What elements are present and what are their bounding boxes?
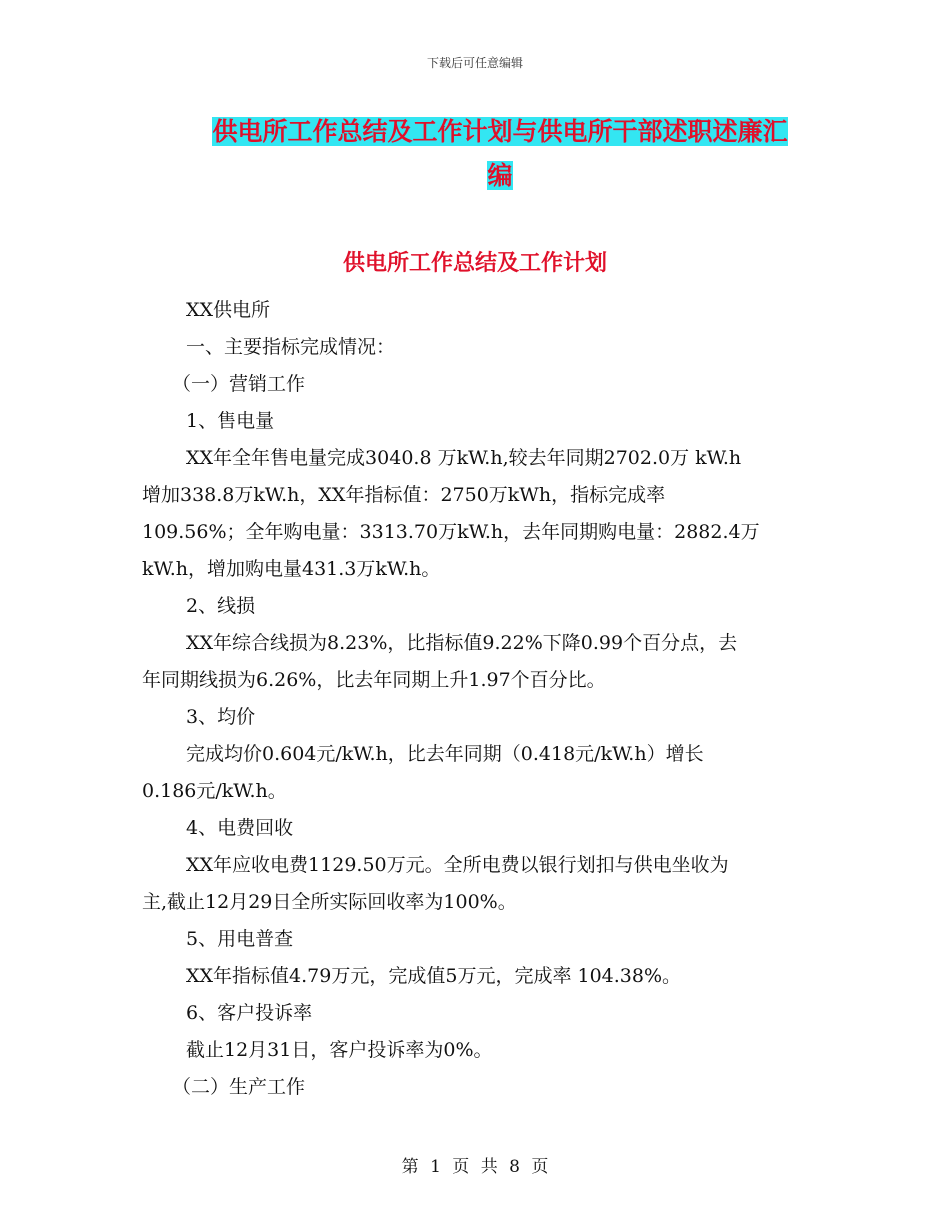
document-title-line1: 供电所工作总结及工作计划与供电所干部述职述廉汇 xyxy=(212,117,788,146)
paragraph-line: 年同期线损为6.26%，比去年同期上升1.97个百分比。 xyxy=(142,669,606,691)
paragraph-line: （二）生产工作 xyxy=(172,1076,306,1098)
paragraph-line: XX年综合线损为8.23%，比指标值9.22%下降0.99个百分点，去 xyxy=(186,632,738,654)
document-title xyxy=(180,110,820,198)
header-note: 下载后可任意编辑 xyxy=(426,56,523,70)
paragraph-line: kW.h，增加购电量431.3万kW.h。 xyxy=(142,558,441,580)
document-title-line2: 编 xyxy=(487,161,513,190)
paragraph-line: 109.56%；全年购电量：3313.70万kW.h，去年同期购电量：2882.4万 xyxy=(142,521,760,543)
paragraph-line: （一）营销工作 xyxy=(172,373,306,395)
paragraph-line: 增加338.8万kW.h，XX年指标值：2750万kWh，指标完成率 xyxy=(142,484,666,506)
paragraph-line: 完成均价0.604元/kW.h，比去年同期（0.418元/kW.h）增长 xyxy=(186,743,704,765)
paragraph-line: 一、主要指标完成情况： xyxy=(186,336,396,358)
paragraph-line: XX供电所 xyxy=(186,299,271,321)
document-body xyxy=(142,292,810,1106)
paragraph-line: 4、电费回收 xyxy=(186,817,294,839)
paragraph-line: 3、均价 xyxy=(186,706,256,728)
paragraph-line: 0.186元/kW.h。 xyxy=(142,780,287,802)
paragraph-line: 6、客户投诉率 xyxy=(186,1002,313,1024)
paragraph-line: XX年应收电费1129.50万元。全所电费以银行划扣与供电坐收为 xyxy=(186,854,729,876)
paragraph-line: 5、用电普查 xyxy=(186,928,294,950)
paragraph-line: XX年全年售电量完成3040.8 万kW.h,较去年同期2702.0万 kW.h xyxy=(186,447,742,469)
paragraph-line: 1、售电量 xyxy=(186,410,275,432)
paragraph-line: 2、线损 xyxy=(186,595,256,617)
paragraph-line: XX年指标值4.79万元，完成值5万元，完成率 104.38%。 xyxy=(186,965,682,987)
section-title: 供电所工作总结及工作计划 xyxy=(342,251,607,276)
paragraph-line: 截止12月31日，客户投诉率为0%。 xyxy=(186,1039,493,1061)
page-number-footer: 第 1 页 共 8 页 xyxy=(401,1157,549,1177)
paragraph-line: 主,截止12月29日全所实际回收率为100%。 xyxy=(142,891,517,913)
